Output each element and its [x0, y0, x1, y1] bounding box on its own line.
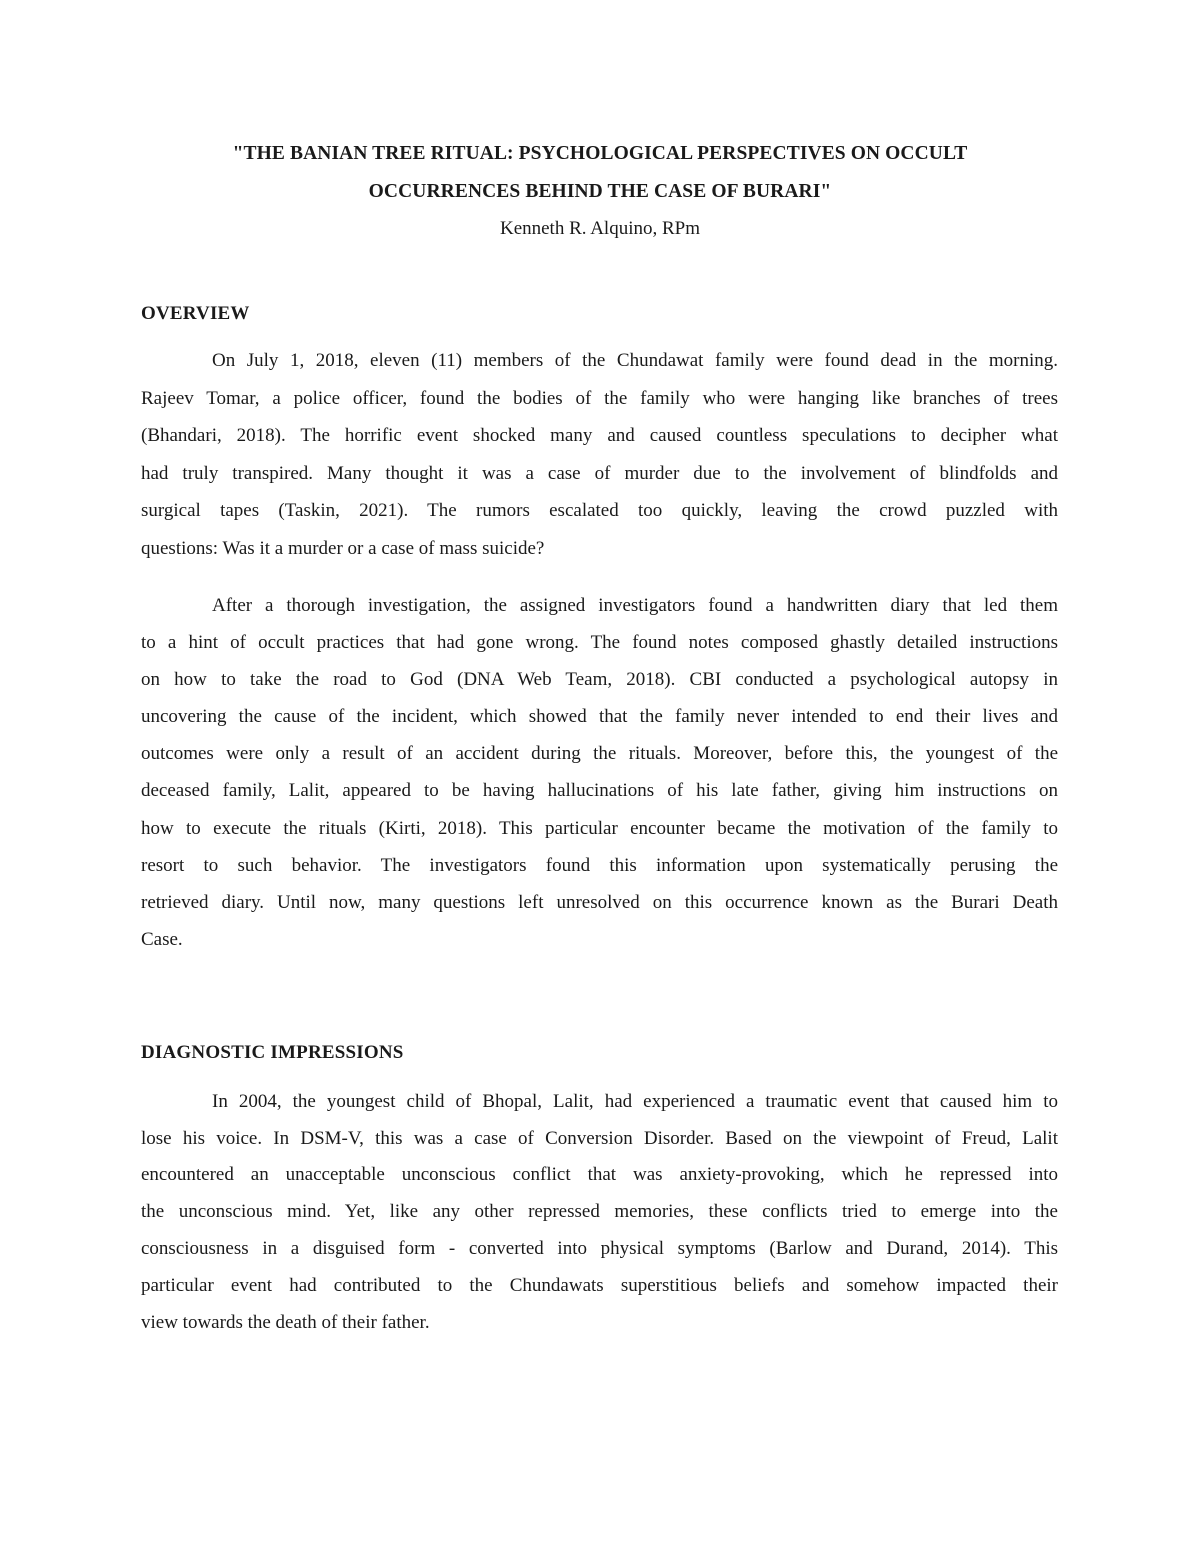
document-author: Kenneth R. Alquino, RPm	[499, 218, 701, 239]
paragraph-line: Case.	[141, 929, 183, 950]
document-title-line-1: "THE BANIAN TREE RITUAL: PSYCHOLOGICAL PERSPECTIVES ON OCCULT	[232, 143, 968, 164]
paragraph-line: retrieved diary. Until now, many questions left unresolved on this occurrence known as the Burari Death	[141, 892, 1058, 913]
paragraph-line: view towards the death of their father.	[141, 1312, 430, 1333]
paragraph-line: (Bhandari, 2018). The horrific event shocked many and caused countless speculations to decipher what	[141, 425, 1058, 446]
paragraph-line: On July 1, 2018, eleven (11) members of the Chundawat family were found dead in the morning.	[212, 350, 1058, 371]
paragraph-line: surgical tapes (Taskin, 2021). The rumors escalated too quickly, leaving the crowd puzzled with	[141, 500, 1058, 521]
paragraph-line: particular event had contributed to the Chundawats superstitious beliefs and somehow impacted their	[141, 1275, 1058, 1296]
paragraph-line: After a thorough investigation, the assigned investigators found a handwritten diary that led them	[212, 595, 1058, 616]
paragraph-line: lose his voice. In DSM-V, this was a case of Conversion Disorder. Based on the viewpoint of Freud, Lalit	[141, 1128, 1058, 1149]
paragraph-line: the unconscious mind. Yet, like any other repressed memories, these conflicts tried to emerge into the	[141, 1201, 1058, 1222]
paragraph-line: had truly transpired. Many thought it was a case of murder due to the involvement of blindfolds and	[141, 463, 1058, 484]
section-heading-diagnostic-impressions: DIAGNOSTIC IMPRESSIONS	[141, 1042, 404, 1063]
paragraph-line: uncovering the cause of the incident, which showed that the family never intended to end their lives and	[141, 706, 1058, 727]
paragraph-line: questions: Was it a murder or a case of mass suicide?	[141, 538, 545, 559]
paragraph-line: resort to such behavior. The investigators found this information upon systematically perusing the	[141, 855, 1058, 876]
paragraph-line: to a hint of occult practices that had gone wrong. The found notes composed ghastly detailed instructions	[141, 632, 1058, 653]
paragraph-line: consciousness in a disguised form - converted into physical symptoms (Barlow and Durand, 2014). This	[141, 1238, 1058, 1259]
section-heading-overview: OVERVIEW	[141, 303, 250, 324]
paragraph-line: outcomes were only a result of an accident during the rituals. Moreover, before this, the youngest of the	[141, 743, 1058, 764]
paragraph-line: deceased family, Lalit, appeared to be having hallucinations of his late father, giving him instructions on	[141, 780, 1058, 801]
paragraph-line: how to execute the rituals (Kirti, 2018). This particular encounter became the motivation of the family to	[141, 818, 1058, 839]
document-title-line-2: OCCURRENCES BEHIND THE CASE OF BURARI"	[368, 181, 832, 202]
paragraph-line: encountered an unacceptable unconscious conflict that was anxiety-provoking, which he repressed into	[141, 1164, 1058, 1185]
paragraph-line: on how to take the road to God (DNA Web Team, 2018). CBI conducted a psychological autopsy in	[141, 669, 1058, 690]
paragraph-line: Rajeev Tomar, a police officer, found the bodies of the family who were hanging like branches of trees	[141, 388, 1058, 409]
paragraph-line: In 2004, the youngest child of Bhopal, Lalit, had experienced a traumatic event that caused him to	[212, 1091, 1058, 1112]
